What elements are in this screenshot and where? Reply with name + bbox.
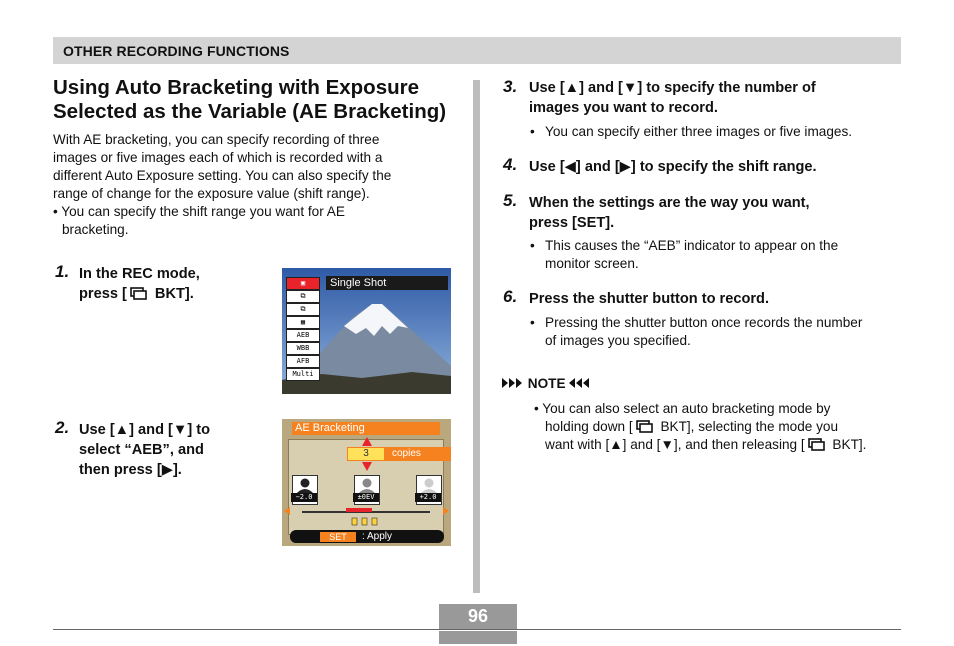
- menu-continuous-icon: ⧉: [286, 290, 320, 303]
- set-key: SET: [320, 532, 356, 542]
- step-5-line-1: When the settings are the way you want,: [529, 195, 810, 211]
- step-6-bullet: • Pressing the shutter button once records the number of images you specified.: [530, 314, 902, 350]
- step-1-post: BKT].: [150, 286, 194, 302]
- bracketing-button-icon: [808, 438, 826, 451]
- step-5-text: [529, 193, 889, 233]
- footer-rule: [53, 629, 901, 630]
- menu-afb: AFB: [286, 355, 320, 368]
- step-3-bullet-text: You can specify either three images or five images.: [545, 124, 853, 139]
- camera-screen-mode-menu: [282, 268, 451, 394]
- menu-single-shot-icon: ▣: [286, 277, 320, 290]
- step-3-bullet: • You can specify either three images or five images.: [530, 124, 853, 139]
- note-body: [534, 400, 904, 454]
- step-1-number: 1.: [55, 262, 70, 281]
- step-1-line-2: [79, 284, 269, 304]
- step-2-text: [79, 420, 269, 480]
- step-5-bullet: • This causes the “AEB” indicator to appear on the monitor screen.: [530, 237, 900, 273]
- note-right-decoration-icon: [569, 377, 591, 389]
- note-line-2-post: BKT], selecting the mode you: [656, 419, 839, 434]
- step-2-line-2: select “AEB”, and: [79, 442, 204, 458]
- page-number: 96: [439, 604, 517, 629]
- note-label: NOTE: [527, 376, 566, 391]
- page-title-line-1: Using Auto Bracketing with Exposure: [53, 76, 420, 99]
- step-2-number: 2.: [55, 418, 70, 437]
- page-number-tab: [439, 631, 517, 644]
- copies-label: copies: [392, 448, 421, 459]
- column-divider: [473, 80, 480, 593]
- step-1-pre: press [: [79, 286, 127, 302]
- page-title: [53, 76, 473, 124]
- copies-count: 3: [348, 448, 384, 460]
- camera-screen-ae-bracketing: [282, 419, 451, 546]
- intro-bullet-line-1: • You can specify the shift range you want for AE: [53, 204, 345, 219]
- step-3-line-1: Use [▲] and [▼] to specify the number of: [529, 80, 816, 96]
- ev-label-zero: ±0EV: [353, 493, 379, 502]
- step-3-text: [529, 78, 889, 118]
- step-2-line-3: then press [▶].: [79, 462, 182, 478]
- intro-bullet-line-2: bracketing.: [62, 222, 129, 237]
- note-line-3-pre: want with [▲] and [▼], and then releasing [: [545, 437, 805, 452]
- note-left-decoration-icon: [502, 377, 524, 389]
- step-5-line-2: press [SET].: [529, 215, 615, 231]
- step-3-number: 3.: [503, 77, 518, 96]
- step-6-bullet-line-1: Pressing the shutter button once records the number: [545, 315, 863, 330]
- ev-label-plus: +2.0: [415, 493, 441, 502]
- section-header-bar: [53, 37, 901, 64]
- intro-line-1: With AE bracketing, you can specify recording of three: [53, 132, 380, 147]
- bracketing-button-icon: [636, 420, 654, 433]
- step-4-number: 4.: [503, 155, 518, 174]
- step-6-text: Press the shutter button to record.: [529, 291, 770, 307]
- step-5-bullet-line-2: monitor screen.: [545, 256, 639, 271]
- step-1-line-1: In the REC mode,: [79, 266, 200, 282]
- intro-line-3: different Auto Exposure setting. You can also specify the: [53, 168, 392, 183]
- ae-bracketing-title: AE Bracketing: [292, 422, 440, 435]
- menu-high-speed-icon: ⧉: [286, 303, 320, 316]
- menu-multi: Multi: [286, 368, 320, 381]
- shift-range-scale: [282, 505, 451, 527]
- note-line-1: • You can also select an auto bracketing mode by: [534, 401, 831, 416]
- menu-wbb: WBB: [286, 342, 320, 355]
- step-5-number: 5.: [503, 191, 518, 210]
- intro-line-4: range of change for the exposure value (shift range).: [53, 186, 370, 201]
- step-5-bullet-line-1: This causes the “AEB” indicator to appear on the: [545, 238, 839, 253]
- step-2-line-1: Use [▲] and [▼] to: [79, 422, 211, 438]
- arrow-down-icon: [362, 462, 372, 471]
- intro-line-2: images or five images each of which is recorded with a: [53, 150, 383, 165]
- step-6-bullet-line-2: of images you specified.: [545, 333, 691, 348]
- note-line-2: [534, 418, 904, 436]
- step-3-line-2: images you want to record.: [529, 100, 718, 116]
- step-6-number: 6.: [503, 287, 518, 306]
- page-title-line-2: Selected as the Variable (AE Bracketing): [53, 100, 447, 123]
- single-shot-label: Single Shot: [326, 276, 448, 290]
- intro-paragraph: [53, 131, 458, 239]
- arrow-up-icon: [362, 437, 372, 446]
- apply-text: : Apply: [362, 531, 393, 542]
- menu-multi-shot-icon: ▦: [286, 316, 320, 329]
- note-line-3: [534, 436, 904, 454]
- ev-label-minus: −2.0: [291, 493, 317, 502]
- section-header-text: OTHER RECORDING FUNCTIONS: [63, 43, 290, 59]
- step-4-text: Use [◀] and [▶] to specify the shift range.: [529, 159, 817, 175]
- note-line-3-post: BKT].: [828, 437, 867, 452]
- menu-aeb: AEB: [286, 329, 320, 342]
- step-1-text: [79, 264, 269, 304]
- note-line-2-pre: holding down [: [545, 419, 633, 434]
- note-heading: [502, 376, 591, 391]
- bracketing-button-icon: [130, 287, 148, 300]
